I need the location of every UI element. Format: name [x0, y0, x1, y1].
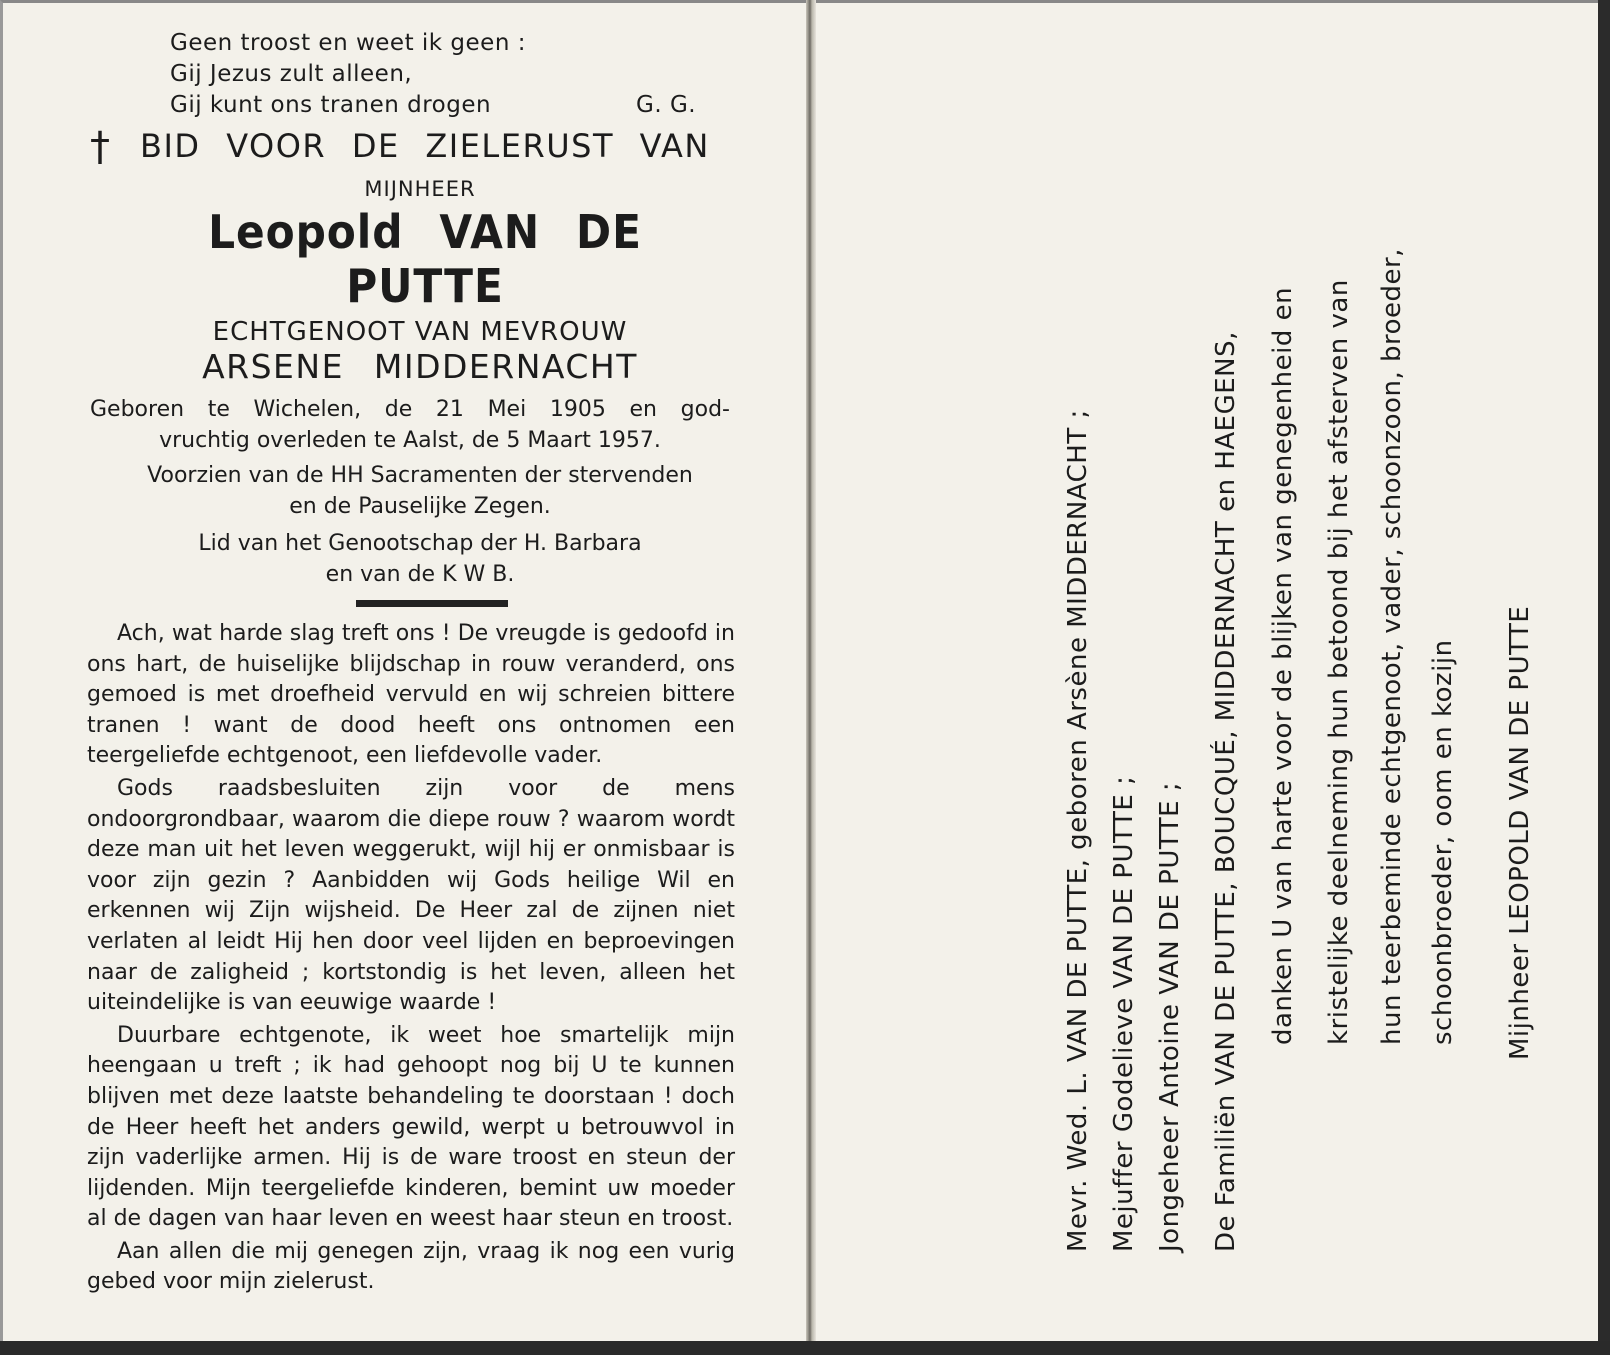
member-line-2: en van de K W B.: [325, 562, 515, 587]
birth-line-2: vruchtig overleden te Aalst, de 5 Maart 1957.: [159, 428, 661, 453]
poem: [170, 28, 740, 121]
thanks-line-4: De Familiën VAN DE PUTTE, BOUCQUÉ, MIDDERNACHT en HAEGENS,: [1211, 331, 1241, 1252]
sacraments-line-1: Voorzien van de HH Sacramenten der stervenden: [147, 463, 693, 488]
thanks-line-7: hun teerbeminde echtgenoot, vader, schoonzoon, broeder,: [1377, 248, 1407, 1045]
paragraph-2: Gods raadsbesluiten zijn voor de mens ondoorgrondbaar, waarom die diepe rouw ? waarom wordt deze man uit het leven weggerukt, wijl hij er onmisbaar is voor zijn gezin ? Aanbidden wij Gods heilige Wil en erkennen wij Zijn wijsheid. De Heer zal de zijnen niet verlaten al leidt Hij hen door veel lijden en beproevingen naar de zaligheid ; kortstondig is het leven, alleen het uiteindelijke is van eeuwige waarde !: [87, 775, 735, 1016]
card-edge-bottom: [0, 1341, 1610, 1355]
deceased-name: Leopold VAN DE PUTTE: [208, 205, 642, 313]
poem-line-2: Gij Jezus zult alleen,: [170, 61, 413, 87]
thanks-line-5: danken U van harte voor de blijken van genegenheid en: [1268, 286, 1298, 1045]
card-edge-right: [1598, 0, 1610, 1355]
thanks-line-3: Jongeheer Antoine VAN DE PUTTE ;: [1155, 781, 1185, 1252]
thanks-line-1: Mevr. Wed. L. VAN DE PUTTE, geboren Arsène MIDDERNACHT ;: [1063, 409, 1093, 1252]
birth-line-1: Geboren te Wichelen, de 21 Mei 1905 en god-: [90, 397, 730, 422]
divider: [356, 600, 508, 607]
cross-icon: †: [90, 124, 110, 170]
thanks-line-2: Mejuffer Godelieve VAN DE PUTTE ;: [1109, 775, 1139, 1252]
thanks-line-6: kristelijke deelneming hun betoond bij het afsterven van: [1324, 279, 1354, 1045]
paragraph-1: Ach, wat harde slag treft ons ! De vreugde is gedoofd in ons hart, de huiselijke blijdschap in rouw veranderd, ons gemoed is met droefheid vervuld en wij schreien bittere tranen ! want de dood heeft ons ontnomen een teergeliefde echtgenoot, een liefdevolle vader.: [87, 621, 735, 769]
card-fold: [806, 0, 816, 1355]
poem-line-1: Geen troost en weet ik geen :: [170, 30, 526, 56]
left-page: [80, 28, 740, 1300]
prayer-heading: [80, 124, 740, 171]
memorial-text: [87, 619, 735, 1298]
member-line-1: Lid van het Genootschap der H. Barbara: [198, 531, 642, 556]
prayer-heading-text: BID VOOR DE ZIELERUST VAN: [140, 127, 710, 165]
spouse-label: ECHTGENOOT VAN MEVROUW: [212, 317, 628, 347]
paragraph-4: Aan allen die mij genegen zijn, vraag ik nog een vurig gebed voor mijn zielerust.: [87, 1238, 735, 1295]
sacraments-line-2: en de Pauselijke Zegen.: [289, 494, 551, 519]
thanks-line-9: Mijnheer LEOPOLD VAN DE PUTTE: [1505, 605, 1535, 1060]
title: MIJNHEER: [364, 177, 476, 201]
paragraph-3: Duurbare echtgenote, ik weet hoe smartelijk mijn heengaan u treft ; ik had gehoopt nog bij U te kunnen blijven met deze laatste behandeling te doorstaan ! doch de Heer heeft het anders gewild, werpt u betrouwvol in zijn vaderlijke armen. Hij is de ware troost en steun der lijdenden. Mijn teergeliefde kinderen, bemint uw moeder al de dagen van haar leven en weest haar steun en troost.: [87, 1022, 735, 1232]
poem-signature: G. G.: [636, 92, 697, 118]
spouse-name: ARSENE MIDDERNACHT: [202, 347, 638, 386]
poem-line-3: Gij kunt ons tranen drogen: [170, 92, 492, 118]
thanks-line-8: schoonbroeder, oom en kozijn: [1428, 639, 1458, 1045]
